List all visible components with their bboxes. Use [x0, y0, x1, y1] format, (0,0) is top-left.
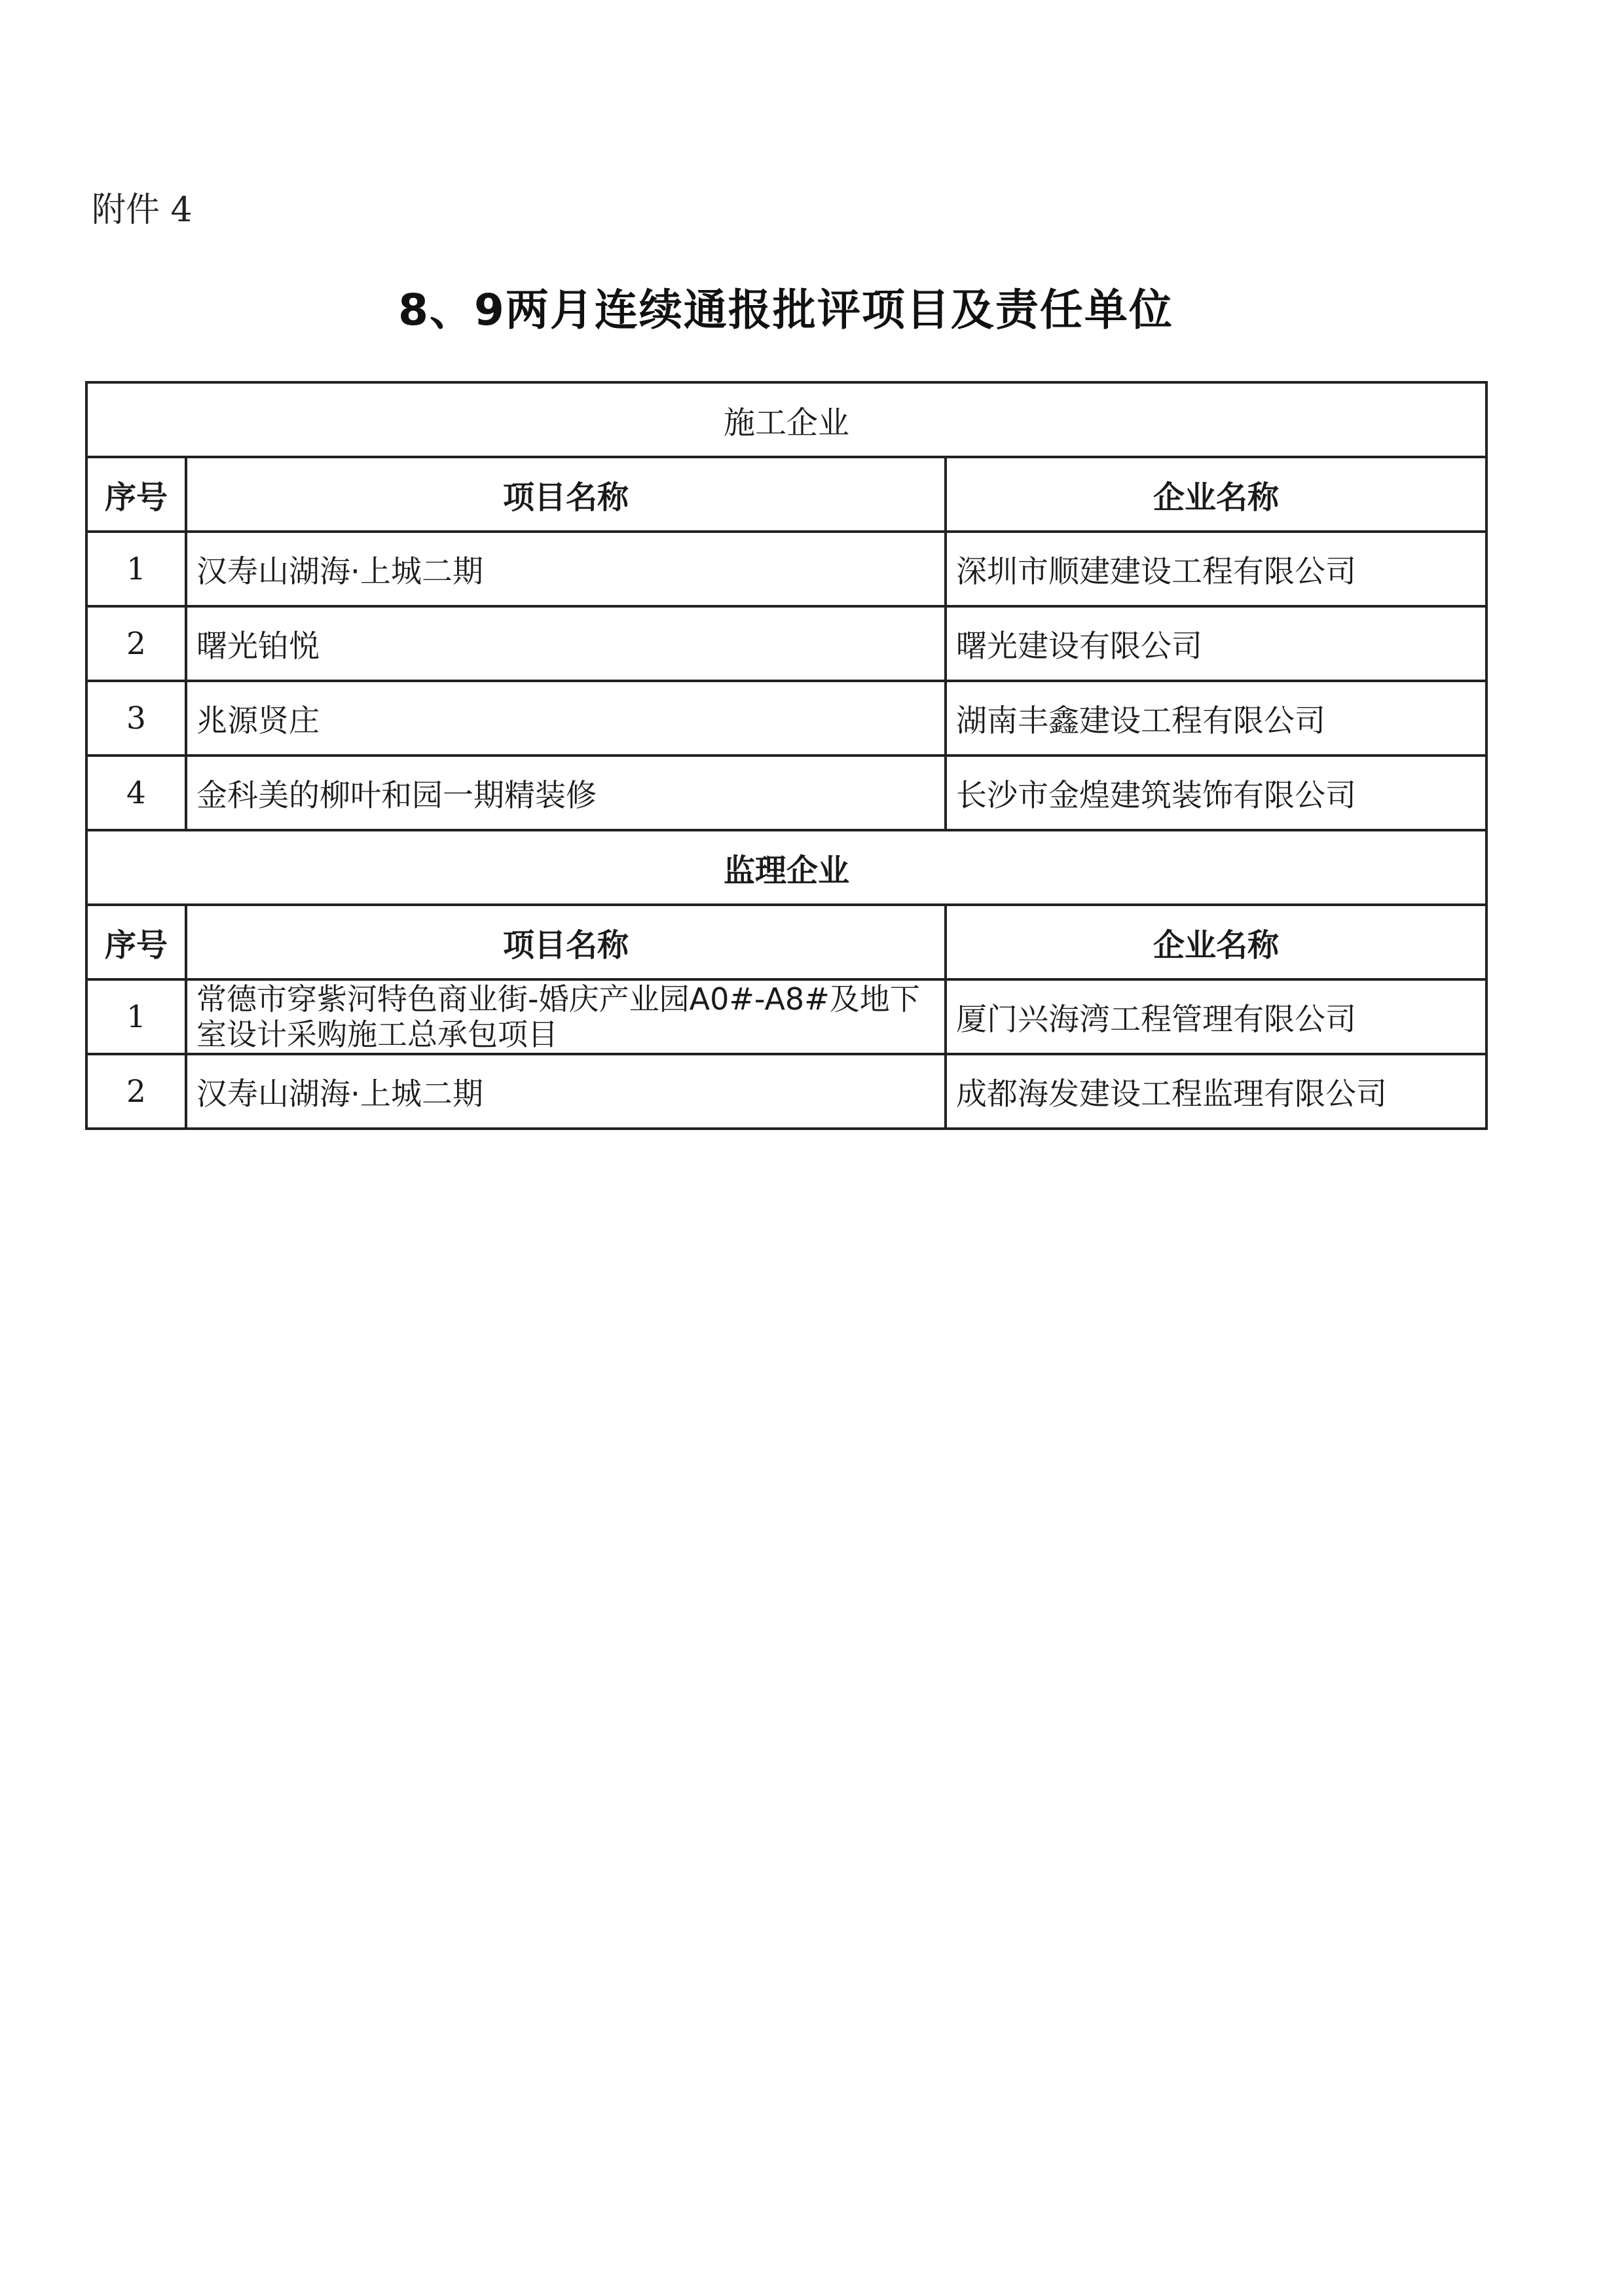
row-seq: 3 — [86, 681, 186, 756]
table-row — [86, 979, 1486, 1054]
row-company: 深圳市顺建建设工程有限公司 — [946, 532, 1486, 606]
row-company: 厦门兴海湾工程管理有限公司 — [946, 979, 1486, 1054]
table-row — [86, 606, 1486, 681]
row-seq: 1 — [86, 979, 186, 1054]
row-company: 长沙市金煌建筑装饰有限公司 — [946, 756, 1486, 830]
construction-header-row — [86, 457, 1486, 532]
supervision-section-row — [86, 830, 1486, 905]
row-project: 兆源贤庄 — [186, 681, 946, 756]
document-title: 8、9两月连续通报批评项目及责任单位 — [398, 285, 1173, 335]
attachment-label: 附件 4 — [92, 191, 193, 230]
row-project: 金科美的柳叶和园一期精装修 — [186, 756, 946, 830]
construction-section-row — [86, 382, 1486, 457]
seq-header: 序号 — [86, 457, 186, 532]
project-header: 项目名称 — [186, 457, 946, 532]
table-row — [86, 681, 1486, 756]
company-header: 企业名称 — [946, 457, 1486, 532]
seq-header: 序号 — [86, 905, 186, 979]
row-project: 汉寿山湖海·上城二期 — [186, 532, 946, 606]
row-seq: 2 — [86, 606, 186, 681]
row-project: 曙光铂悦 — [186, 606, 946, 681]
row-project: 汉寿山湖海·上城二期 — [186, 1054, 946, 1129]
table-row — [86, 756, 1486, 830]
project-header: 项目名称 — [186, 905, 946, 979]
row-company: 湖南丰鑫建设工程有限公司 — [946, 681, 1486, 756]
table-row — [86, 532, 1486, 606]
row-company: 成都海发建设工程监理有限公司 — [946, 1054, 1486, 1129]
supervision-heading: 监理企业 — [86, 830, 1486, 905]
row-company: 曙光建设有限公司 — [946, 606, 1486, 681]
row-project: 常德市穿紫河特色商业街-婚庆产业园A0#-A8#及地下室设计采购施工总承包项目 — [186, 979, 946, 1054]
row-seq: 2 — [86, 1054, 186, 1129]
table-row — [86, 1054, 1486, 1129]
construction-heading: 施工企业 — [86, 382, 1486, 457]
company-header: 企业名称 — [946, 905, 1486, 979]
supervision-header-row — [86, 905, 1486, 979]
row-seq: 4 — [86, 756, 186, 830]
row-seq: 1 — [86, 532, 186, 606]
responsibility-table — [85, 381, 1488, 1130]
